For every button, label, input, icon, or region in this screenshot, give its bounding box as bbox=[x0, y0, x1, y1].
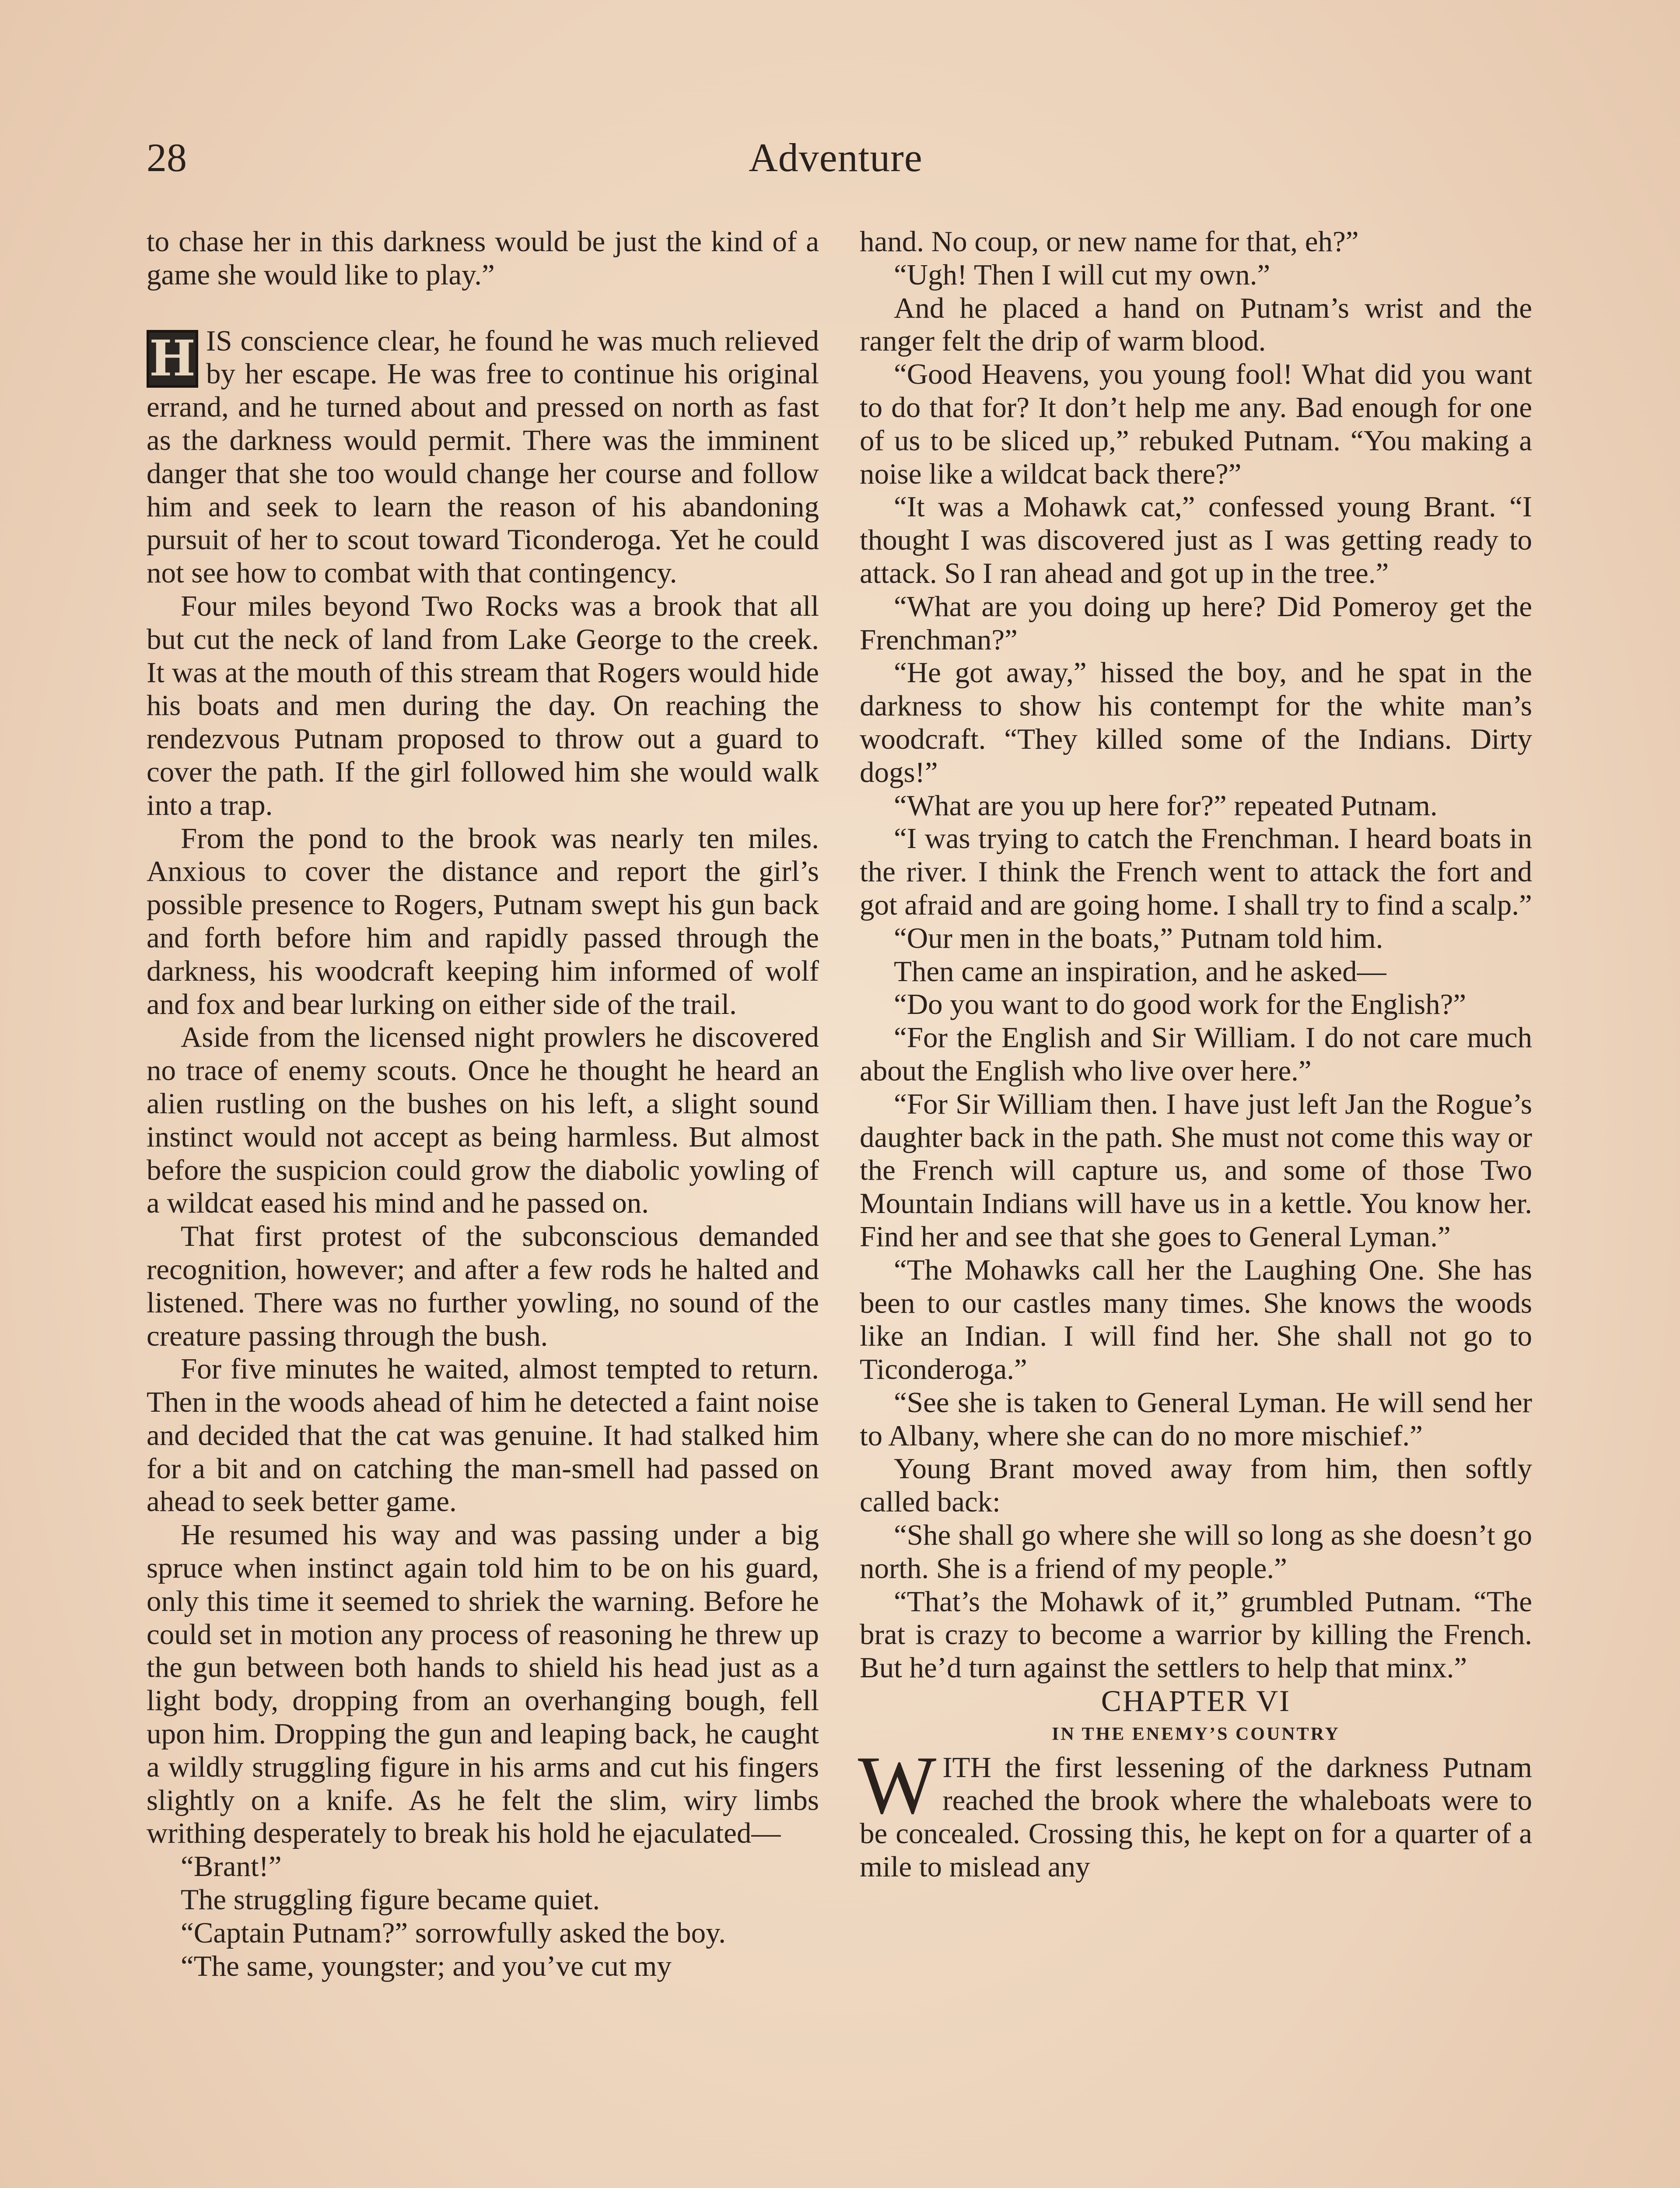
paragraph: “For the English and Sir William. I do not care much about the English who live over here.” bbox=[860, 1021, 1532, 1087]
paragraph: Young Brant moved away from him, then softly called back: bbox=[860, 1452, 1532, 1518]
paragraph: “Good Heavens, you young fool! What did you want to do that for? It don’t help me any. Bad enough for one of us to be sliced up,” rebuked Putnam. “You making a noise like a wildcat back there?” bbox=[860, 358, 1532, 490]
paragraph: “That’s the Mohawk of it,” grumbled Putnam. “The brat is crazy to become a warrior by killing the French. But he’d turn against the settlers to help that minx.” bbox=[860, 1585, 1532, 1684]
paragraph: “Do you want to do good work for the English?” bbox=[894, 988, 1466, 1021]
paragraph: The struggling figure became quiet. bbox=[181, 1883, 600, 1916]
paragraph: “She shall go where she will so long as she doesn’t go north. She is a friend of my people.” bbox=[860, 1519, 1532, 1585]
chapter-initial: W bbox=[858, 1739, 937, 1831]
paragraph: “The same, youngster; and you’ve cut my bbox=[181, 1950, 672, 1982]
paragraph-dropcap bbox=[147, 325, 819, 590]
chapter-subtitle: IN THE ENEMY’S COUNTRY bbox=[1052, 1724, 1340, 1744]
paragraph: “It was a Mohawk cat,” confessed young Brant. “I thought I was discovered just as I was getting ready to attack. So I ran ahead and got up in the tree.” bbox=[860, 491, 1532, 589]
right-column bbox=[860, 225, 1532, 1884]
paragraph: “See she is taken to General Lyman. He will send her to Albany, where she can do no more mischief.” bbox=[860, 1386, 1532, 1452]
paragraph: Then came an inspiration, and he asked— bbox=[894, 955, 1386, 988]
paragraph: “He got away,” hissed the boy, and he spat in the darkness to show his contempt for the white man’s woodcraft. “They killed some of the Indians. Dirty dogs!” bbox=[860, 656, 1532, 789]
paragraph: “Captain Putnam?” sorrowfully asked the boy. bbox=[181, 1916, 726, 1949]
paragraph: hand. No coup, or new name for that, eh?” bbox=[860, 225, 1359, 258]
paragraph: He resumed his way and was passing under a big spruce when instinct again told him to be on his guard, only this time it seemed to shriek the warning. Before he could set in motion any process of reasoning he threw up the gun between both hands to shield his head just as a light body, dropping from an overhanging bough, fell upon him. Dropping the gun and leaping back, he caught a wildly struggling figure in his arms and cut his fingers slightly on a knife. As he felt the slim, wiry limbs writhing desperately to break his hold he ejaculated— bbox=[147, 1518, 819, 1850]
page-header bbox=[147, 131, 1525, 184]
left-column bbox=[147, 225, 819, 1983]
paragraph: For five minutes he waited, almost tempted to return. Then in the woods ahead of him he detected a faint noise and decided that the cat was genuine. It had stalked him for a bit and on catching the man-smell had passed on ahead to seek better game. bbox=[147, 1353, 819, 1518]
paragraph: “What are you doing up here? Did Pomeroy get the Frenchman?” bbox=[860, 590, 1532, 656]
paragraph: Four miles beyond Two Rocks was a brook that all but cut the neck of land from Lake George to the creek. It was at the mouth of this stream that Rogers would hide his boats and men during the day. On reaching the rendezvous Putnam proposed to throw out a guard to cover the path. If the girl followed him she would walk into a trap. bbox=[147, 589, 819, 821]
paragraph: “For Sir William then. I have just left Jan the Rogue’s daughter back in the path. She must not come this way or the French will capture us, and some of those Two Mountain Indians will have us in a kettle. You know her. Find her and see that she goes to General Lyman.” bbox=[860, 1087, 1532, 1253]
paragraph: That first protest of the subconscious demanded recognition, however; and after a few rods he halted and listened. There was no further yowling, no sound of the creature passing through the bush. bbox=[147, 1220, 819, 1352]
paragraph: Aside from the licensed night prowlers he discovered no trace of enemy scouts. Once he thought he heard an alien rustling on the bushes on his left, a slight sound instinct would not accept as being harmless. But almost before the suspicion could grow the diabolic yowling of a wildcat eased his mind and he passed on. bbox=[147, 1021, 819, 1220]
paragraph: “Ugh! Then I will cut my own.” bbox=[894, 258, 1270, 291]
paragraph: And he placed a hand on Putnam’s wrist and the ranger felt the drip of warm blood. bbox=[860, 291, 1532, 358]
paragraph: “Brant!” bbox=[181, 1850, 282, 1883]
paragraph: to chase her in this darkness would be just the kind of a game she would like to play.” bbox=[147, 225, 819, 291]
chapter-title: CHAPTER VI bbox=[1101, 1684, 1291, 1718]
paragraph-text: IS conscience clear, he found he was much relieved by her escape. He was free to continue his original errand, and he turned about and pressed on north as fast as the darkness would permit. There was the imminent danger that she too would change her course and follow him and seek to learn the reason of his abandoning pursuit of her to scout toward Ticonderoga. Yet he could not see how to combat with that contingency. bbox=[147, 324, 819, 589]
paragraph: “What are you up here for?” repeated Putnam. bbox=[894, 789, 1438, 822]
paragraph: “I was trying to catch the Frenchman. I heard boats in the river. I think the French went to attack the fort and got afraid and are going home. I shall try to find a scalp.” bbox=[860, 822, 1532, 921]
paragraph: “The Mohawks call her the Laughing One. She has been to our castles many times. She knows the woods like an Indian. I will find her. She shall not go to Ticonderoga.” bbox=[860, 1253, 1532, 1386]
paragraph: “Our men in the boats,” Putnam told him. bbox=[894, 922, 1383, 954]
paragraph-dropcap bbox=[858, 1739, 1532, 1884]
running-head-title: Adventure bbox=[749, 135, 923, 180]
paragraph: From the pond to the brook was nearly ten miles. Anxious to cover the distance and report the girl’s possible presence to Rogers, Putnam swept his gun back and forth before him and rapidly passed through the darkness, his woodcraft keeping him informed of wolf and fox and bear lurking on either side of the trail. bbox=[147, 822, 819, 1020]
page-number: 28 bbox=[147, 135, 187, 180]
paragraph-text: ITH the first lessening of the darkness Putnam reached the brook where the whaleboats were to be concealed. Crossing this, he kept on for a quarter of a mile to mislead any bbox=[860, 1751, 1532, 1883]
ornamental-dropcap: H bbox=[147, 330, 198, 388]
